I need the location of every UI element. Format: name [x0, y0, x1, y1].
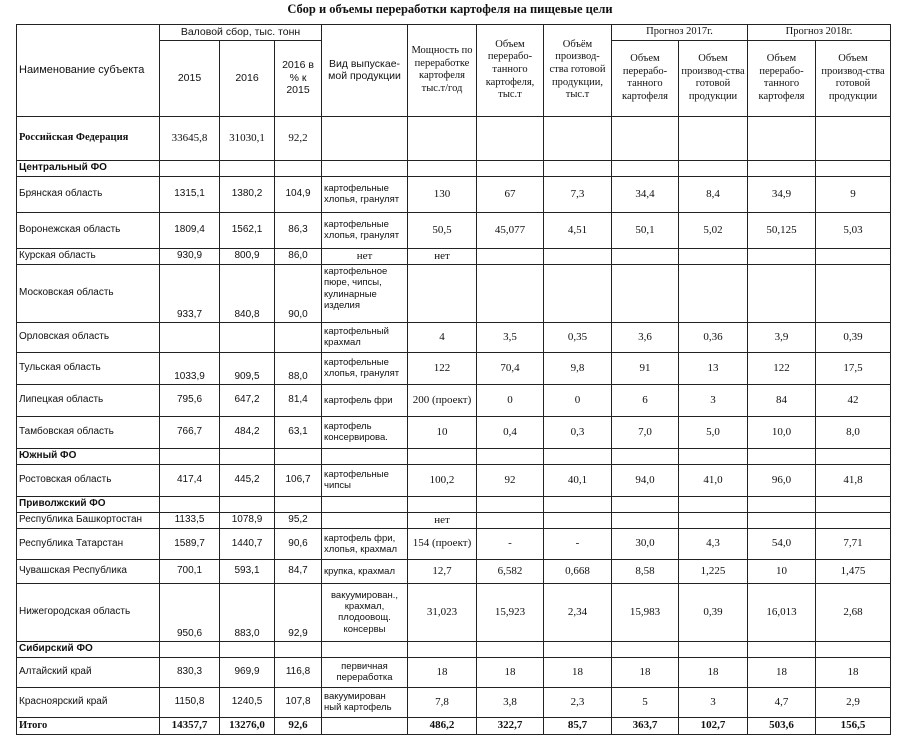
row-name: Тульская область: [17, 352, 160, 384]
empty-cell: [322, 496, 408, 512]
cell-f17-processed: 18: [612, 657, 679, 687]
cell-pct: 63,1: [275, 416, 322, 448]
cell-output: 0: [544, 384, 612, 416]
cell-processed: 45,077: [477, 212, 544, 248]
cell-product: вакуумирован., крахмал, плодоовощ. консервы: [322, 583, 408, 641]
row-name: Чувашская Республика: [17, 559, 160, 583]
empty-cell: [160, 322, 220, 352]
empty-cell: [477, 264, 544, 322]
cell-g15: 1033,9: [160, 352, 220, 384]
cell-processed: 67: [477, 176, 544, 212]
empty-cell: [275, 496, 322, 512]
cell-g16: 1078,9: [220, 512, 275, 528]
empty-cell: [322, 448, 408, 464]
cell-capacity: 100,2: [408, 464, 477, 496]
cell-capacity: 12,7: [408, 559, 477, 583]
empty-cell: [160, 160, 220, 176]
row-name: Тамбовская область: [17, 416, 160, 448]
row-name: Московская область: [17, 264, 160, 322]
empty-cell: [322, 160, 408, 176]
cell-product: картофельное пюре, чипсы, кулинарные изделия: [322, 264, 408, 322]
total-g16: 13276,0: [220, 717, 275, 734]
cell-f18-output: 7,71: [816, 528, 891, 559]
row-name: Ростовская область: [17, 464, 160, 496]
total-f17-processed: 363,7: [612, 717, 679, 734]
district-name: Сибирский ФО: [17, 641, 160, 657]
empty-cell: [408, 496, 477, 512]
table-row: [17, 384, 891, 416]
cell-f18-processed: 34,9: [748, 176, 816, 212]
total-f18-processed: 503,6: [748, 717, 816, 734]
cell-processed: 70,4: [477, 352, 544, 384]
cell-product: картофельные хлопья, гранулят: [322, 212, 408, 248]
cell-g16: 883,0: [220, 583, 275, 641]
header-capacity: Мощность по переработке картофеля тыс.т/год: [408, 25, 477, 117]
cell-g16: 840,8: [220, 264, 275, 322]
cell-g16: 1562,1: [220, 212, 275, 248]
empty-cell: [220, 641, 275, 657]
empty-cell: [816, 641, 891, 657]
cell-g15: 830,3: [160, 657, 220, 687]
cell-g16: 800,9: [220, 248, 275, 264]
empty-cell: [408, 641, 477, 657]
header-f18-output: Объем производ-ства готовой продукции: [816, 40, 891, 116]
empty-cell: [748, 641, 816, 657]
cell-g16: 1380,2: [220, 176, 275, 212]
table-row: [17, 212, 891, 248]
table-row: [17, 116, 891, 160]
row-name: Липецкая область: [17, 384, 160, 416]
cell-output: 2,34: [544, 583, 612, 641]
cell-capacity: 10: [408, 416, 477, 448]
cell-f18-output: 5,03: [816, 212, 891, 248]
empty-cell: [748, 248, 816, 264]
cell-f17-processed: 3,6: [612, 322, 679, 352]
empty-cell: [322, 512, 408, 528]
cell-pct: 106,7: [275, 464, 322, 496]
table-row: [17, 641, 891, 657]
empty-cell: [477, 641, 544, 657]
row-name: Республика Татарстан: [17, 528, 160, 559]
empty-cell: [544, 248, 612, 264]
empty-cell: [679, 512, 748, 528]
empty-cell: [220, 448, 275, 464]
empty-cell: [477, 512, 544, 528]
cell-f17-processed: 50,1: [612, 212, 679, 248]
total-pct: 92,6: [275, 717, 322, 734]
empty-cell: [679, 496, 748, 512]
empty-cell: [679, 160, 748, 176]
header-2016: 2016: [220, 40, 275, 116]
empty-cell: [477, 448, 544, 464]
district-name: Приволжский ФО: [17, 496, 160, 512]
empty-cell: [612, 160, 679, 176]
cell-pct: 90,6: [275, 528, 322, 559]
empty-cell: [544, 496, 612, 512]
cell-f18-output: 17,5: [816, 352, 891, 384]
cell-pct: 88,0: [275, 352, 322, 384]
cell-processed: 92: [477, 464, 544, 496]
cell-g15: 795,6: [160, 384, 220, 416]
cell-f17-processed: 7,0: [612, 416, 679, 448]
row-name: Брянская область: [17, 176, 160, 212]
table-row: [17, 448, 891, 464]
cell-capacity: 130: [408, 176, 477, 212]
cell-output: 9,8: [544, 352, 612, 384]
empty-cell: [544, 160, 612, 176]
cell-product: картофель фри: [322, 384, 408, 416]
empty-cell: [748, 160, 816, 176]
header-f18-processed: Объем перерабо-танного картофеля: [748, 40, 816, 116]
cell-product: крупка, крахмал: [322, 559, 408, 583]
cell-f18-output: 0,39: [816, 322, 891, 352]
table-row: [17, 528, 891, 559]
cell-product: картофель консервирова.: [322, 416, 408, 448]
header-pct: 2016 в % к 2015: [275, 40, 322, 116]
cell-f17-output: 13: [679, 352, 748, 384]
cell-f17-output: 5,02: [679, 212, 748, 248]
cell-f17-processed: 91: [612, 352, 679, 384]
empty-cell: [220, 160, 275, 176]
empty-cell: [408, 448, 477, 464]
row-name: Курская область: [17, 248, 160, 264]
cell-f17-processed: 94,0: [612, 464, 679, 496]
empty-cell: [612, 116, 679, 160]
cell-f18-output: 18: [816, 657, 891, 687]
empty-cell: [612, 641, 679, 657]
cell-f18-output: 1,475: [816, 559, 891, 583]
cell-f17-output: 0,36: [679, 322, 748, 352]
empty-cell: [679, 116, 748, 160]
cell-capacity: 200 (проект): [408, 384, 477, 416]
empty-cell: [816, 496, 891, 512]
empty-cell: [544, 116, 612, 160]
header-processed: Объем перерабо-танного картофеля, тыс.т: [477, 25, 544, 117]
cell-f18-processed: 96,0: [748, 464, 816, 496]
cell-pct: 84,7: [275, 559, 322, 583]
cell-f18-processed: 10: [748, 559, 816, 583]
cell-capacity: 154 (проект): [408, 528, 477, 559]
empty-cell: [275, 160, 322, 176]
header-product: Вид выпускае-мой продукции: [322, 25, 408, 117]
cell-f17-output: 0,39: [679, 583, 748, 641]
cell-g15: 933,7: [160, 264, 220, 322]
empty-cell: [679, 448, 748, 464]
empty-cell: [322, 116, 408, 160]
empty-cell: [748, 116, 816, 160]
cell-capacity: 50,5: [408, 212, 477, 248]
cell-product: первичная переработка: [322, 657, 408, 687]
cell-g16: 445,2: [220, 464, 275, 496]
cell-g16: 647,2: [220, 384, 275, 416]
cell-product: картофельные хлопья, гранулят: [322, 176, 408, 212]
table-row: [17, 559, 891, 583]
cell-f17-processed: 30,0: [612, 528, 679, 559]
cell-capacity: 18: [408, 657, 477, 687]
cell-f17-output: 3: [679, 384, 748, 416]
district-name: Центральный ФО: [17, 160, 160, 176]
row-name: Республика Башкортостан: [17, 512, 160, 528]
table-title: Сбор и объемы переработки картофеля на пищевые цели: [287, 2, 613, 16]
empty-cell: [220, 322, 275, 352]
cell-product: нет: [322, 248, 408, 264]
cell-f18-output: 42: [816, 384, 891, 416]
cell-g15: 1133,5: [160, 512, 220, 528]
district-name: Южный ФО: [17, 448, 160, 464]
cell-g15: 417,4: [160, 464, 220, 496]
cell-processed: 0,4: [477, 416, 544, 448]
empty-cell: [612, 448, 679, 464]
row-name: Красноярский край: [17, 687, 160, 717]
table-row: [17, 322, 891, 352]
cell-output: 0,35: [544, 322, 612, 352]
empty-cell: [408, 160, 477, 176]
cell-f18-processed: 54,0: [748, 528, 816, 559]
table-row: [17, 464, 891, 496]
total-output: 85,7: [544, 717, 612, 734]
table-row: [17, 176, 891, 212]
table-row: [17, 264, 891, 322]
empty-cell: [748, 512, 816, 528]
cell-f18-output: 2,9: [816, 687, 891, 717]
empty-cell: [612, 512, 679, 528]
header-subject: Наименование субъекта: [17, 25, 160, 117]
empty-cell: [816, 248, 891, 264]
empty-cell: [220, 496, 275, 512]
cell-f17-output: 4,3: [679, 528, 748, 559]
cell-processed: 18: [477, 657, 544, 687]
empty-cell: [544, 264, 612, 322]
total-label: Итого: [17, 717, 160, 734]
table-row: [17, 25, 891, 41]
cell-output: -: [544, 528, 612, 559]
cell-g15: 1150,8: [160, 687, 220, 717]
table-row: [17, 248, 891, 264]
cell-pct: 86,0: [275, 248, 322, 264]
empty-cell: [160, 496, 220, 512]
cell-output: 2,3: [544, 687, 612, 717]
cell-g15: 1315,1: [160, 176, 220, 212]
table-row: [17, 657, 891, 687]
header-f17-processed: Объем перерабо-танного картофеля: [612, 40, 679, 116]
empty-cell: [544, 641, 612, 657]
empty-cell: [322, 641, 408, 657]
empty-cell: [160, 448, 220, 464]
cell-g15: 33645,8: [160, 116, 220, 160]
cell-g15: 700,1: [160, 559, 220, 583]
cell-processed: 15,923: [477, 583, 544, 641]
cell-g16: 484,2: [220, 416, 275, 448]
cell-pct: 92,9: [275, 583, 322, 641]
cell-f18-processed: 3,9: [748, 322, 816, 352]
cell-product: картофельные чипсы: [322, 464, 408, 496]
cell-output: 18: [544, 657, 612, 687]
empty-cell: [477, 116, 544, 160]
empty-cell: [679, 248, 748, 264]
cell-f18-processed: 50,125: [748, 212, 816, 248]
header-2015: 2015: [160, 40, 220, 116]
empty-cell: [275, 641, 322, 657]
cell-product: вакуумирован ный картофель: [322, 687, 408, 717]
cell-output: 7,3: [544, 176, 612, 212]
cell-processed: 3,5: [477, 322, 544, 352]
empty-cell: [816, 116, 891, 160]
empty-cell: [816, 264, 891, 322]
cell-pct: 104,9: [275, 176, 322, 212]
table-row: [17, 160, 891, 176]
cell-processed: 6,582: [477, 559, 544, 583]
cell-f18-processed: 10,0: [748, 416, 816, 448]
row-name: Российская Федерация: [17, 116, 160, 160]
cell-pct: 90,0: [275, 264, 322, 322]
cell-g15: 1589,7: [160, 528, 220, 559]
empty-cell: [544, 512, 612, 528]
empty-cell: [679, 641, 748, 657]
empty-cell: [408, 116, 477, 160]
cell-processed: 0: [477, 384, 544, 416]
cell-f17-output: 18: [679, 657, 748, 687]
cell-f17-processed: 5: [612, 687, 679, 717]
cell-g16: 1440,7: [220, 528, 275, 559]
cell-processed: 3,8: [477, 687, 544, 717]
cell-f17-output: 8,4: [679, 176, 748, 212]
cell-f17-processed: 8,58: [612, 559, 679, 583]
row-name: Воронежская область: [17, 212, 160, 248]
empty-cell: [748, 264, 816, 322]
empty-cell: [275, 448, 322, 464]
cell-product: картофельный крахмал: [322, 322, 408, 352]
total-processed: 322,7: [477, 717, 544, 734]
table-row: [17, 512, 891, 528]
cell-f18-output: 8,0: [816, 416, 891, 448]
cell-output: 0,3: [544, 416, 612, 448]
cell-output: 40,1: [544, 464, 612, 496]
cell-f17-output: 41,0: [679, 464, 748, 496]
cell-f18-processed: 84: [748, 384, 816, 416]
cell-output: 4,51: [544, 212, 612, 248]
cell-g16: 31030,1: [220, 116, 275, 160]
empty-cell: [322, 717, 408, 734]
header-forecast-2017: Прогноз 2017г.: [612, 25, 748, 41]
cell-output: 0,668: [544, 559, 612, 583]
empty-cell: [477, 496, 544, 512]
header-forecast-2018: Прогноз 2018г.: [748, 25, 891, 41]
empty-cell: [275, 322, 322, 352]
cell-capacity: 122: [408, 352, 477, 384]
cell-f17-output: 3: [679, 687, 748, 717]
empty-cell: [612, 264, 679, 322]
cell-f17-output: 1,225: [679, 559, 748, 583]
total-capacity: 486,2: [408, 717, 477, 734]
cell-capacity: нет: [408, 248, 477, 264]
cell-pct: 107,8: [275, 687, 322, 717]
table-row: [17, 687, 891, 717]
row-name: Нижегородская область: [17, 583, 160, 641]
cell-capacity: нет: [408, 512, 477, 528]
cell-g15: 950,6: [160, 583, 220, 641]
cell-pct: 116,8: [275, 657, 322, 687]
cell-g15: 766,7: [160, 416, 220, 448]
header-gross: Валовой сбор, тыс. тонн: [160, 25, 322, 41]
row-name: Алтайский край: [17, 657, 160, 687]
empty-cell: [477, 160, 544, 176]
cell-f18-processed: 16,013: [748, 583, 816, 641]
cell-g15: 930,9: [160, 248, 220, 264]
cell-pct: 86,3: [275, 212, 322, 248]
empty-cell: [748, 496, 816, 512]
table-row: [17, 352, 891, 384]
empty-cell: [816, 448, 891, 464]
empty-cell: [679, 264, 748, 322]
cell-f17-processed: 15,983: [612, 583, 679, 641]
empty-cell: [408, 264, 477, 322]
table-row: [17, 416, 891, 448]
potato-processing-table: [16, 24, 891, 735]
total-f17-output: 102,7: [679, 717, 748, 734]
cell-capacity: 7,8: [408, 687, 477, 717]
cell-f18-processed: 122: [748, 352, 816, 384]
cell-f17-processed: 34,4: [612, 176, 679, 212]
header-output: Объём производ-ства готовой продукции, тыс.т: [544, 25, 612, 117]
cell-f17-processed: 6: [612, 384, 679, 416]
empty-cell: [816, 512, 891, 528]
cell-g16: 909,5: [220, 352, 275, 384]
empty-cell: [612, 496, 679, 512]
cell-processed: -: [477, 528, 544, 559]
cell-f18-output: 41,8: [816, 464, 891, 496]
empty-cell: [816, 160, 891, 176]
table-row: [17, 717, 891, 734]
table-row: [17, 583, 891, 641]
cell-g16: 1240,5: [220, 687, 275, 717]
cell-pct: 95,2: [275, 512, 322, 528]
cell-g16: 593,1: [220, 559, 275, 583]
cell-product: картофель фри, хлопья, крахмал: [322, 528, 408, 559]
cell-capacity: 4: [408, 322, 477, 352]
table-row: [17, 496, 891, 512]
cell-g15: 1809,4: [160, 212, 220, 248]
empty-cell: [160, 641, 220, 657]
cell-f18-output: 9: [816, 176, 891, 212]
cell-f18-processed: 18: [748, 657, 816, 687]
cell-pct: 81,4: [275, 384, 322, 416]
empty-cell: [612, 248, 679, 264]
row-name: Орловская область: [17, 322, 160, 352]
cell-g16: 969,9: [220, 657, 275, 687]
header-f17-output: Объем производ-ства готовой продукции: [679, 40, 748, 116]
empty-cell: [477, 248, 544, 264]
cell-f18-output: 2,68: [816, 583, 891, 641]
cell-f18-processed: 4,7: [748, 687, 816, 717]
empty-cell: [748, 448, 816, 464]
cell-capacity: 31,023: [408, 583, 477, 641]
cell-product: картофельные хлопья, гранулят: [322, 352, 408, 384]
total-f18-output: 156,5: [816, 717, 891, 734]
total-g15: 14357,7: [160, 717, 220, 734]
cell-f17-output: 5,0: [679, 416, 748, 448]
empty-cell: [544, 448, 612, 464]
cell-pct: 92,2: [275, 116, 322, 160]
